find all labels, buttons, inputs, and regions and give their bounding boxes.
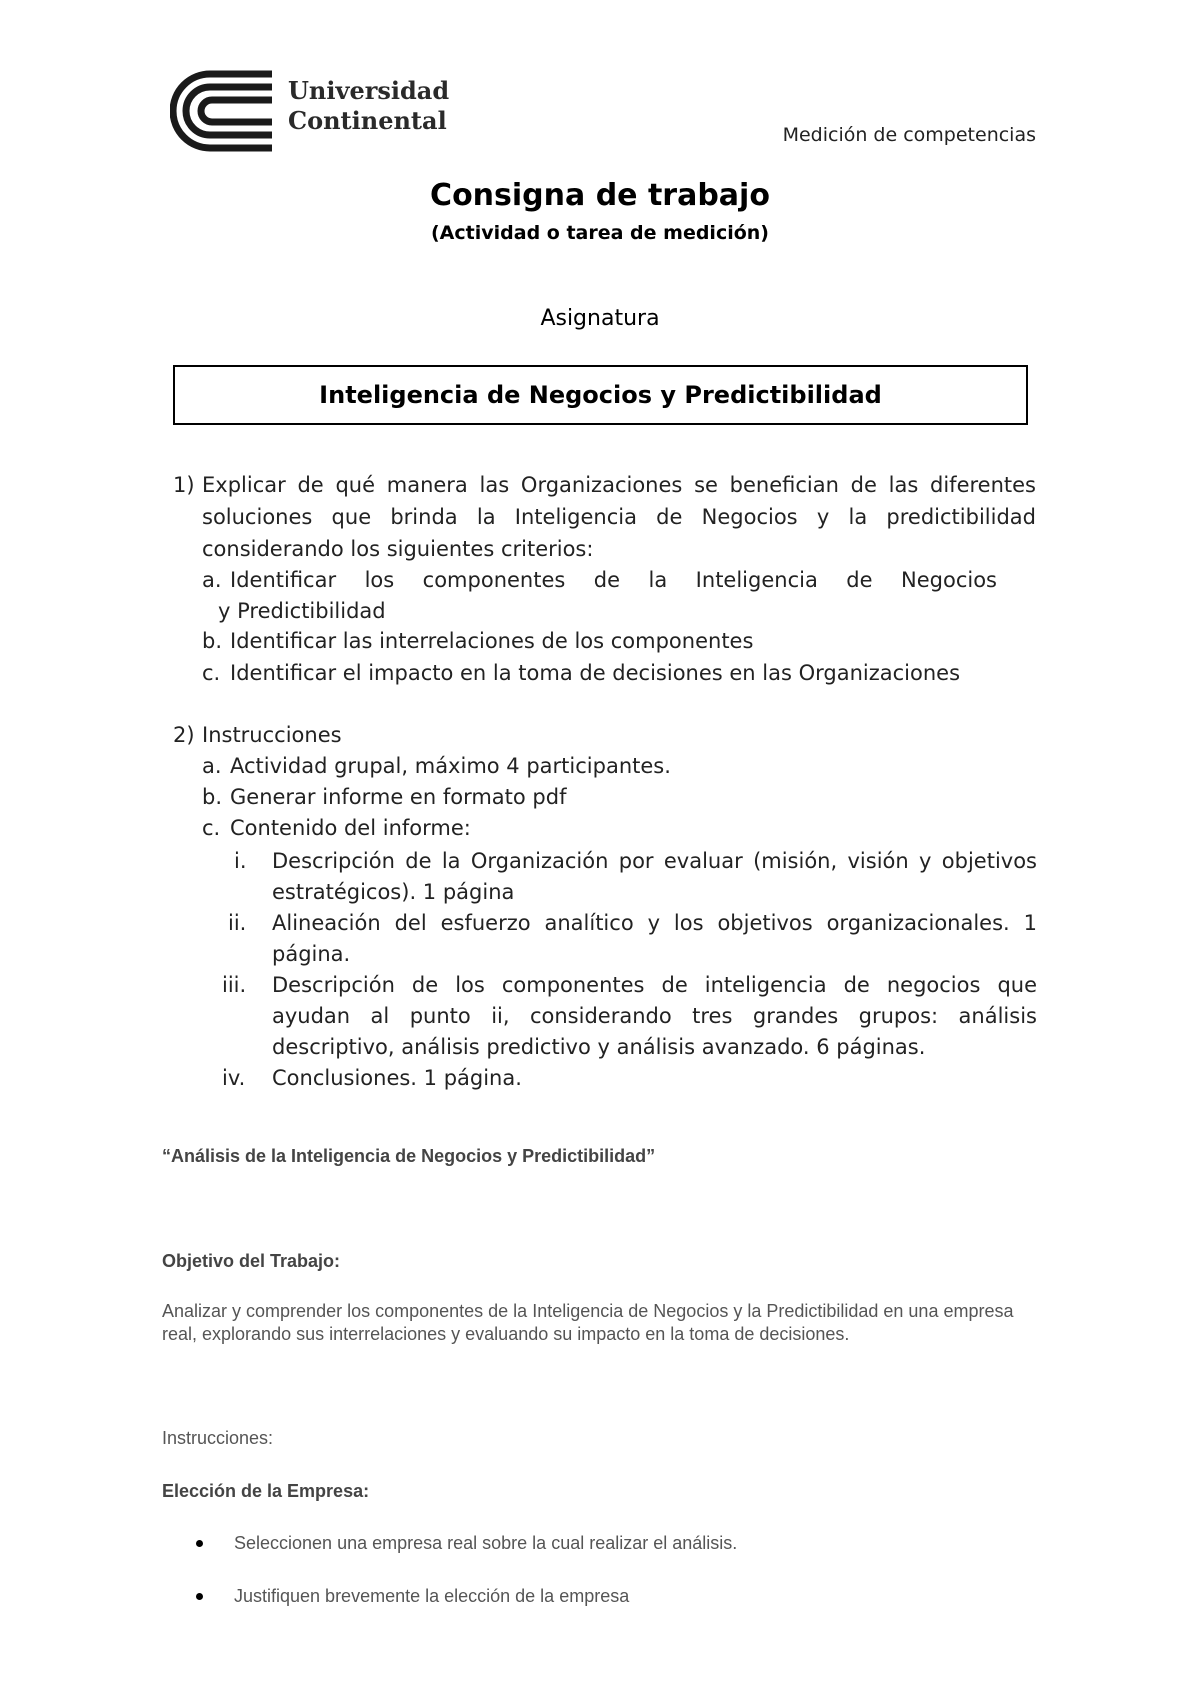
objective-label: Objetivo del Trabajo: (162, 1251, 341, 1271)
q2-ii-marker: ii. (228, 911, 247, 935)
q1-a-line-1: Identificar los componentes de la Inteligencia de Negocios (230, 568, 997, 592)
bullet-icon (196, 1593, 203, 1600)
q1-c-marker: c. (202, 661, 221, 685)
q1-a-line-2: y Predictibilidad (218, 599, 386, 623)
q2-b-text: Generar informe en formato pdf (230, 785, 567, 809)
objective-text: Analizar y comprender los componentes de la Inteligencia de Negocios y la Predictibilidad en una empresa real, explorando sus interrelaciones y evaluando su impacto en la toma de decisiones. (162, 1301, 1014, 1344)
q2-i-marker: i. (234, 849, 247, 873)
q2-i-line-1: Descripción de la Organización por evaluar (misión, visión y objetivos (272, 849, 1037, 873)
q2-b-marker: b. (202, 785, 223, 809)
logo-text (288, 76, 449, 136)
q1-number: 1) (173, 473, 195, 497)
university-logo (170, 70, 450, 152)
q2-iii-line-2: ayudan al punto ii, considerando tres grandes grupos: análisis (272, 1004, 1037, 1028)
list-item-text: Seleccionen una empresa real sobre la cual realizar el análisis. (234, 1533, 738, 1553)
logo-line-2: Continental (288, 106, 447, 135)
instructions-label: Instrucciones: (162, 1428, 274, 1448)
document-subtitle: (Actividad o tarea de medición) (431, 222, 769, 244)
q2-ii-line-2: página. (272, 942, 351, 966)
subject-name: Inteligencia de Negocios y Predictibilidad (319, 381, 882, 409)
q2-i-line-2: estratégicos). 1 página (272, 880, 515, 904)
q2-c-text: Contenido del informe: (230, 816, 471, 840)
work-title: “Análisis de la Inteligencia de Negocios y Predictibilidad” (162, 1146, 656, 1166)
q2-label: Instrucciones (202, 723, 342, 747)
q1-line-1: Explicar de qué manera las Organizaciones se benefician de las diferentes (202, 473, 1036, 497)
election-label: Elección de la Empresa: (162, 1481, 370, 1501)
q1-b-text: Identificar las interrelaciones de los componentes (230, 629, 754, 653)
q1-line-2: soluciones que brinda la Inteligencia de Negocios y la predictibilidad (202, 505, 1036, 529)
logo-mark-icon (170, 70, 280, 152)
q1-a-marker: a. (202, 568, 222, 592)
subject-label: Asignatura (540, 306, 660, 331)
header-right-label: Medición de competencias (782, 124, 1036, 146)
q2-number: 2) (173, 723, 195, 747)
q2-c-marker: c. (202, 816, 221, 840)
q2-iii-marker: iii. (222, 973, 247, 997)
q2-iii-line-1: Descripción de los componentes de inteligencia de negocios que (272, 973, 1037, 997)
logo-line-1: Universidad (288, 76, 450, 105)
q2-iii-line-3: descriptivo, análisis predictivo y análisis avanzado. 6 páginas. (272, 1035, 926, 1059)
document-title: Consigna de trabajo (430, 178, 770, 213)
q2-iv-text: Conclusiones. 1 página. (272, 1066, 522, 1090)
q2-a-marker: a. (202, 754, 222, 778)
q2-a-text: Actividad grupal, máximo 4 participantes. (230, 754, 671, 778)
q2-iv-marker: iv. (222, 1066, 246, 1090)
bullet-icon (196, 1540, 203, 1547)
q1-c-text: Identificar el impacto en la toma de decisiones en las Organizaciones (230, 661, 961, 685)
q2-ii-line-1: Alineación del esfuerzo analítico y los objetivos organizacionales. 1 (272, 911, 1037, 935)
subject-box (173, 365, 1028, 425)
list-item-text: Justifiquen brevemente la elección de la empresa (234, 1586, 630, 1606)
q1-line-3: considerando los siguientes criterios: (202, 537, 594, 561)
q1-b-marker: b. (202, 629, 223, 653)
